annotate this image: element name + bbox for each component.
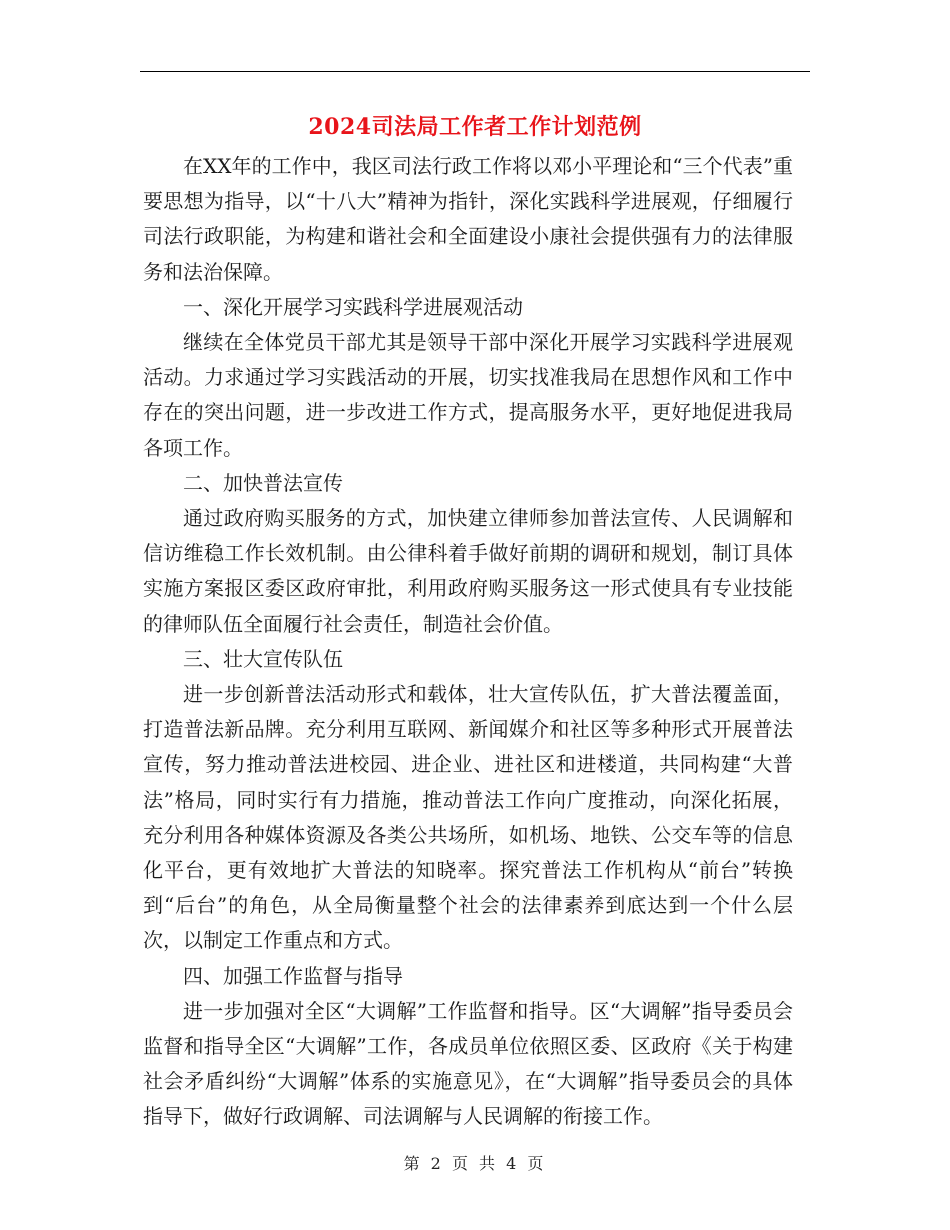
section-heading-1: 一、深化开展学习实践科学进展观活动 <box>183 294 523 319</box>
paragraph-section-4: 进一步加强对全区“大调解”工作监督和指导。区“大调解”指导委员会监督和指导全区“大调解”工作，各成员单位依照区委、区政府《关于构建社会矛盾纠纷“大调解”体系的实施意见》，在“大调解”指导委员会的具体指导下，做好行政调解、司法调解与人民调解的衔接工作。 <box>143 998 793 1129</box>
section-heading-4: 四、加强工作监督与指导 <box>183 963 403 988</box>
paragraph-section-2: 通过政府购买服务的方式，加快建立律师参加普法宣传、人民调解和信访维稳工作长效机制。由公律科着手做好前期的调研和规划，制订具体实施方案报区委区政府审批，利用政府购买服务这一形式使具有专业技能的律师队伍全面履行社会责任，制造社会价值。 <box>143 506 793 636</box>
page-number-footer: 第 2 页 共 4 页 <box>403 1154 547 1173</box>
document-title: 2024司法局工作者工作计划范例 <box>308 114 642 140</box>
paragraph-intro: 在XX年的工作中，我区司法行政工作将以邓小平理论和“三个代表”重要思想为指导，以“十八大”精神为指针，深化实践科学进展观，仔细履行司法行政职能，为构建和谐社会和全面建设小康社会提供强有力的法律服务和法治保障。 <box>143 154 793 284</box>
section-heading-3: 三、壮大宣传队伍 <box>183 646 343 671</box>
paragraph-section-1: 继续在全体党员干部尤其是领导干部中深化开展学习实践科学进展观活动。力求通过学习实践活动的开展，切实找准我局在思想作风和工作中存在的突出问题，进一步改进工作方式，提高服务水平，更好地促进我局各项工作。 <box>143 330 793 460</box>
document-body <box>143 149 793 1135</box>
paragraph-section-3: 进一步创新普法活动形式和载体，壮大宣传队伍，扩大普法覆盖面，打造普法新品牌。充分利用互联网、新闻媒介和社区等多种形式开展普法宣传，努力推动普法进校园、进企业、进社区和进楼道，共同构建“大普法”格局，同时实行有力措施，推动普法工作向广度推动，向深化拓展，充分利用各种媒体资源及各类公共场所，如机场、地铁、公交车等的信息化平台，更有效地扩大普法的知晓率。探究普法工作机构从“前台”转换到“后台”的角色，从全局衡量整个社会的法律素养到底达到一个什么层次，以制定工作重点和方式。 <box>143 682 793 953</box>
section-heading-2: 二、加快普法宣传 <box>183 470 343 495</box>
header-rule <box>140 71 810 72</box>
